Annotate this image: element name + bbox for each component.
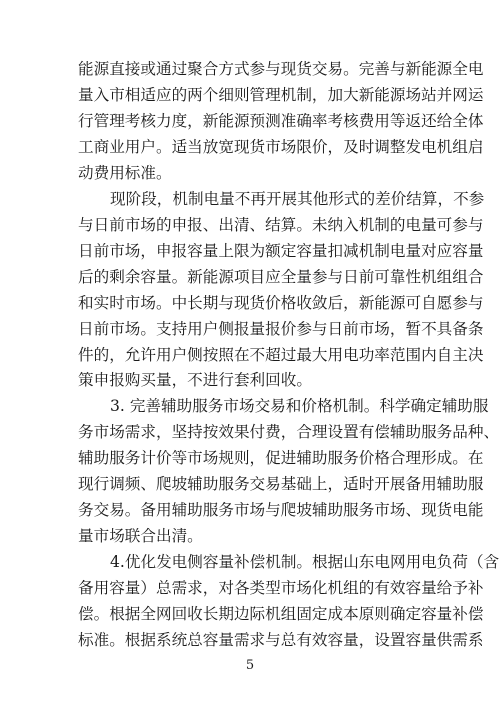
text-line: 辅助服务计价等市场规则，促进辅助服务价格合理形成。在: [78, 449, 484, 468]
text-line: 务市场需求，坚持按效果付费，合理设置有偿辅助服务品种、: [78, 423, 500, 442]
text-line: 能源直接或通过聚合方式参与现货交易。完善与新能源全电: [78, 60, 484, 78]
text-line: 现行调频、爬坡辅助服务交易基础上，适时开展备用辅助服: [78, 475, 484, 494]
page-number: 5: [245, 658, 255, 673]
text-line: 和实时市场。中长期与现货价格收敛后，新能源可自愿参与: [78, 293, 484, 312]
text-line: 后的剩余容量。新能源项目应全量参与日前可靠性机组组合: [78, 267, 484, 286]
text-line: 件的，允许用户侧按照在不超过最大用电功率范围内自主决: [78, 345, 484, 364]
text-line: 策申报购买量，不进行套利回收。: [78, 371, 312, 390]
numbered-heading-line: 3. 完善辅助服务市场交易和价格机制。科学确定辅助服: [110, 397, 489, 416]
paragraph-first-line: 现阶段，机制电量不再开展其他形式的差价结算，不参: [110, 189, 485, 208]
text-line: 务交易。备用辅助服务市场与爬坡辅助服务市场、现货电能: [78, 501, 484, 520]
text-line: 工商业用户。适当放宽现货市场限价，及时调整发电机组启: [78, 137, 484, 156]
text-line: 与日前市场的申报、出清、结算。未纳入机制的电量可参与: [78, 215, 484, 234]
text-line: 行管理考核力度，新能源预测准确率考核费用等返还给全体: [78, 111, 484, 130]
text-line: 日前市场，申报容量上限为额定容量扣减机制电量对应容量: [78, 241, 484, 260]
text-line: 标准。根据系统总容量需求与总有效容量，设置容量供需系: [78, 631, 484, 649]
text-line: 日前市场。支持用户侧报量报价参与日前市场，暂不具备条: [78, 319, 484, 338]
text-line: 动费用标准。: [78, 163, 172, 182]
text-line: 偿。根据全网回收长期边际机组固定成本原则确定容量补偿: [78, 605, 484, 624]
text-line: 备用容量）总需求，对各类型市场化机组的有效容量给予补: [78, 579, 484, 598]
text-line: 量入市相适应的两个细则管理机制，加大新能源场站并网运: [78, 85, 484, 104]
numbered-heading-line: 4.优化发电侧容量补偿机制。根据山东电网用电负荷（含: [110, 553, 500, 572]
text-line: 量市场联合出清。: [78, 527, 203, 546]
